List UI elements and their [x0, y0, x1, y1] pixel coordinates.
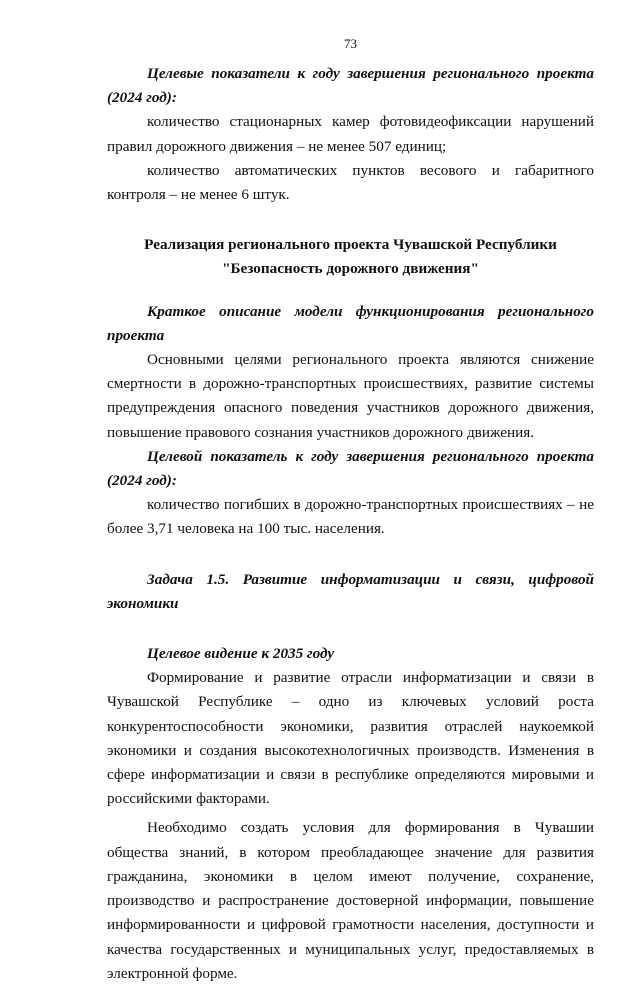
task-heading: Задача 1.5. Развитие информатизации и связи, цифровой экономики	[107, 570, 594, 612]
section-title-line-1: Реализация регионального проекта Чувашской Республики	[144, 236, 557, 254]
page-number: 73	[344, 36, 357, 51]
vision-heading: Целевое видение к 2035 году	[147, 645, 335, 663]
vision-paragraph-2: Необходимо создать условия для формирования в Чувашии общества знаний, в котором преобладающее значение для развития гражданина, экономики в целом имеют получение, сохранение, производство и распространение достоверной информации, повышение информированности и цифровой грамотности населения, доступности и качества государственных и муниципальных услуг, предоставляемых в электронной форме.	[107, 819, 594, 982]
indicator-cameras: количество стационарных камер фотовидеофиксации нарушений правил дорожного движения – не менее 507 единиц;	[107, 113, 594, 155]
indicator-weigh-stations: количество автоматических пунктов весового и габаритного контроля – не менее 6 штук.	[107, 161, 594, 204]
model-description-heading: Краткое описание модели функционирования регионального проекта	[107, 302, 594, 344]
section-title-line-2: "Безопасность дорожного движения"	[222, 260, 479, 278]
target-indicators-heading: Целевые показатели к году завершения регионального проекта (2024 год):	[107, 65, 594, 107]
vision-paragraph-1: Формирование и развитие отрасли информатизации и связи в Чувашской Республике – одно из ключевых условий роста конкурентоспособности экономики, развития отраслей наукоемкой экономики и создания высокотехнологичных производств. Изменения в сфере информатизации и связи в республике определяются мировыми и российскими факторами.	[107, 669, 594, 808]
target-indicator-heading: Целевой показатель к году завершения регионального проекта (2024 год):	[107, 447, 594, 490]
model-description-body: Основными целями регионального проекта являются снижение смертности в дорожно-транспортных происшествиях, развитие системы предупреждения опасного поведения участников дорожного движения, повышение правового сознания участников дорожного движения.	[107, 351, 594, 441]
indicator-fatalities: количество погибших в дорожно-транспортных происшествиях – не более 3,71 человека на 100 тыс. населения.	[107, 496, 594, 538]
